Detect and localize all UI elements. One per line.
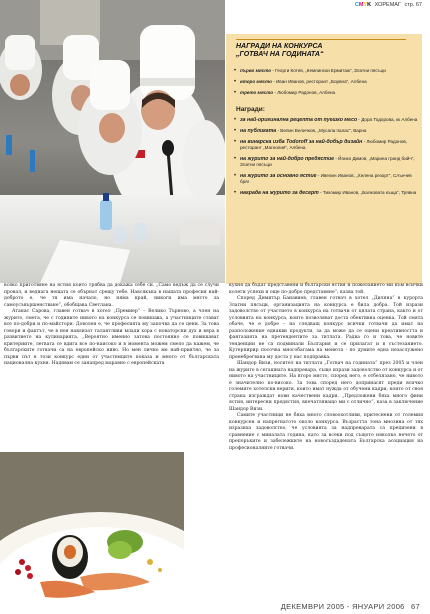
special-award-text: - Тихомир Иванов, „Балковата къща“, Трявна xyxy=(318,190,417,195)
cmyk-k: K xyxy=(367,2,372,8)
special-award-2 xyxy=(226,128,422,134)
award-place-label: второ място xyxy=(240,79,272,84)
bullet-icon: • xyxy=(234,173,237,179)
award-place-label: трето място xyxy=(240,90,274,95)
cmyk-marks xyxy=(355,2,373,8)
special-award-label: на журито за основно ястие xyxy=(240,173,317,179)
chefs-photo xyxy=(0,0,225,283)
special-award-label: награда на журито за десерт xyxy=(240,190,319,196)
awards-title-line1: НАГРАДИ НА КОНКУРСА xyxy=(236,43,323,50)
issue-dates: ДЕКЕМВРИ 2005 - ЯНУАРИ 2006 xyxy=(280,602,405,611)
article-column-2 xyxy=(229,283,423,452)
special-award-text: - Велин Величков, „Мусала палас“, Варна xyxy=(276,128,367,133)
special-award-label: на винарска изба Todoroff за най-добър дизайн xyxy=(240,139,363,145)
bullet-icon: • xyxy=(234,128,237,134)
bullet-icon: • xyxy=(234,139,237,145)
award-place-label: първо място xyxy=(240,68,272,73)
page-number: 67 xyxy=(411,602,420,611)
special-award-label: на публиката xyxy=(240,128,277,134)
special-award-6 xyxy=(226,190,422,196)
page-header xyxy=(355,2,422,8)
bullet-icon: • xyxy=(234,90,237,96)
cmyk-c: C xyxy=(354,2,359,8)
awards-box xyxy=(226,34,422,284)
bullet-icon: • xyxy=(234,79,237,85)
award-place-text: - Георги Котев, „Кемпински Ермитаж“, Златни пясъци xyxy=(271,68,386,73)
article-paragraph: кухня да бъдат представени и български ястия и пожеланието ми към всички колеги успехи и още по-добро представяне“, казва той. xyxy=(229,283,423,295)
article-paragraph: Шандор Визи, носител на титлата „Готвач на годината“ през 2005 и член на журито в сегашната надпревара, също изрази задоволство от конкурса и от нивото на участниците. На второ място, според него, е отбелязано, че нивото е значително по-високо. За това според него допринасят преди всичко големите хотелски вериги, които имат нужда от обучени кадри, които от своя страна изграждат нови качествени кадри. „Предложени бяха много фини ястия, интересни предястия, впечатляващо ми с отлично“, каза в заключение Шандор Визи. xyxy=(229,361,423,412)
dish-photo xyxy=(0,452,184,614)
award-place-1 xyxy=(226,68,422,74)
award-place-text: - Иван Иванов, ресторант „Борвна“, Албена xyxy=(271,79,367,84)
article-paragraph: Самите участници не бяха много словоохотливи, притеснени от големия конкурсен и напрегнатото около конкурса. Възрастта тона мнозина от тях изразиха задоволство, че условията за надпреварата са прецизени в сравнение с миналата година, като за всеки под същото няколко нечето от препоръките и забележките на новосъздадената Българска асоциация на професионалните готвачи. xyxy=(229,413,423,451)
article-paragraph: Според Димитър Банавиев, главен готвач в хотел „Диляна“ в курорта Златни пясъци, организацията на конкурса е била добра. Той изрази задоволство от участието в конкурса на готвачи от цялата страна, както и от условията на конкурса, които позволяват доста обективна оценка. Той смята обаче, че е добре – на следващ конкурс всички готвачи да имат на разположение еднакви продукти, за да може да се оцени креативността и фантазията на претендентите за титлата. Радва го и това, че новите тенденции не са подминали България и се прилагат и в състезанието. Кутерпирир посочва многобагама на менюта - по думите една незаслужено пренебрегвана му доста у нас подправка. xyxy=(229,296,423,360)
special-award-text: - Дора Тодорова, кк Албена xyxy=(357,117,418,122)
special-award-label: за най-оригинална рецепта от пуешко месо xyxy=(240,117,358,123)
special-award-label: на журито за най-добро предястие xyxy=(240,156,335,162)
special-award-5 xyxy=(226,173,422,185)
award-place-3 xyxy=(226,90,422,96)
special-award-text: - Йонко Димов, „Марина гранд бийч“, Златни пясъци xyxy=(240,156,415,167)
article-column-1 xyxy=(4,283,219,368)
award-place-2 xyxy=(226,79,422,85)
special-award-text: - Любомир Радонов, ресторант „Магнолия“, Албена xyxy=(240,139,408,150)
awards-title xyxy=(236,39,406,59)
cmyk-y: Y xyxy=(363,2,368,8)
page-label: стр. 67 xyxy=(404,2,422,8)
page-footer xyxy=(281,602,420,611)
cmyk-m: M xyxy=(358,2,364,8)
bullet-icon: • xyxy=(234,156,237,162)
special-award-3 xyxy=(226,139,422,151)
article-paragraph: всяко приготвяне на ястия които трябва да докажа себе си. „Само ведъж да се случи провал, и веднага нещата се обърнат срещу тебе. Навсякъка в нашата професия най-доброто е, че тя има начало, но няма край, никоги има място за самоусъвършенстване“, обобщава Светлана. xyxy=(4,283,219,308)
award-place-text: - Любомир Радонов, Албена xyxy=(273,90,336,95)
article-paragraph: Атанас Сарова, главен готвач в хотел „Премиер“ – Велико Търново, а член на журито, сметa, че с годините нивото на конкурса се повишава, а участниците стават все по-добри и по-майстори. Доволен е, че професията му започва да се цени. За това говори и фактът, че в нея навлизат талантливи млади хора с новаторски дух и вяра в развитието на кулинарията. „Вероятно именно затова постоянно се повишават критериите, летвата се вдига все по-наисоко и в момента можем смело да кажем, че българските готвачи са на европейско ниво. Но мен лично ме най-приятно, че за първи път в този конкурс едни от участниците показа и много от българската национална кухня. Надявам се занапред маравно с европейската xyxy=(4,309,219,366)
bullet-icon: • xyxy=(234,68,237,74)
special-award-1 xyxy=(226,117,422,123)
special-award-text: - Ивелин Иванов, „Хелена резорт“, Слънчев бряг xyxy=(240,173,412,184)
awards-title-line2: „ГОТВАЧ НА ГОДИНАТА“ xyxy=(236,51,324,58)
bullet-icon: • xyxy=(234,117,237,123)
awards-subhead: Награди: xyxy=(236,106,265,113)
magazine-name: ХОРЕМАГ xyxy=(374,2,401,8)
special-award-4 xyxy=(226,156,422,168)
bullet-icon: • xyxy=(234,190,237,196)
